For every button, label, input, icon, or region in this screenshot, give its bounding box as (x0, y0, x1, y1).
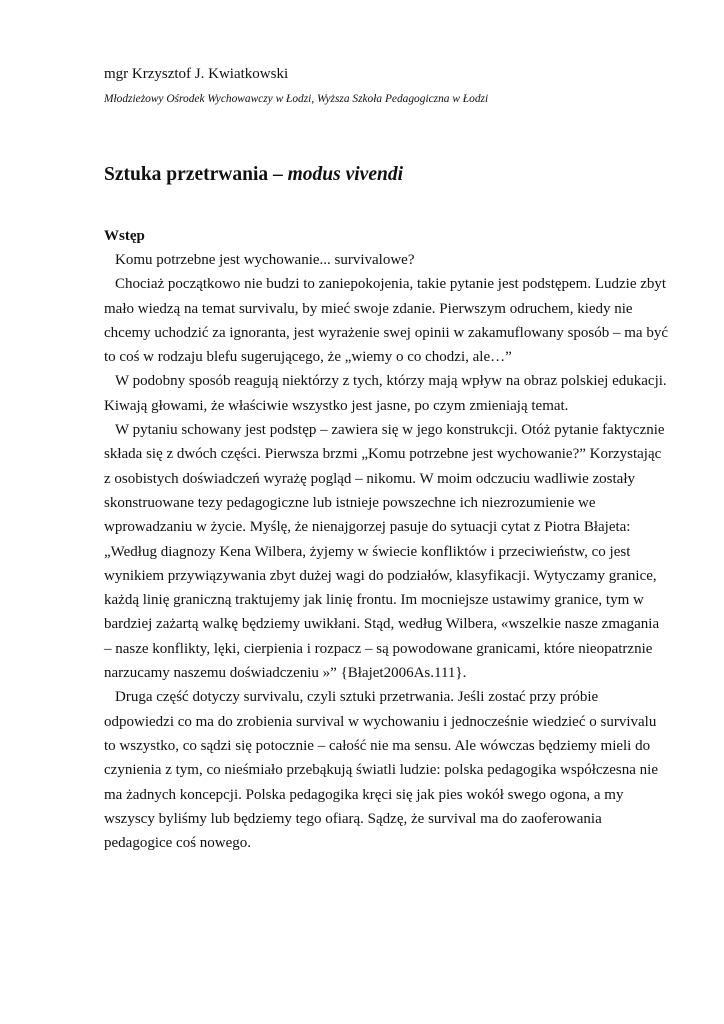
body-text (104, 248, 668, 855)
paragraph (104, 272, 668, 369)
title-italic: modus vivendi (287, 164, 403, 185)
paragraph (104, 369, 667, 418)
author-affiliation: Młodzieżowy Ośrodek Wychowawczy w Łodzi, Wyższa Szkoła Pedagogiczna w Łodzi (104, 93, 489, 105)
paragraph-line: to coś w rodzaju blefu sugerującego, że „wiemy o co chodzi, ale…” (104, 349, 512, 366)
paragraph-line: W podobny sposób reagują niektórzy z tych, którzy mają wpływ na obraz polskiej edukacji. (115, 373, 667, 390)
paragraph-line: każdą linię graniczną traktujemy jak linię frontu. Im mocniejsze ustawimy granice, tym w (104, 592, 644, 609)
paragraph-line: wprowadzaniu w życie. Myślę, że nienajgorzej pasuje do sytuacji cytat z Piotra Błajeta: (104, 519, 631, 536)
document-page (104, 62, 668, 855)
paragraph-line: czynienia z tym, co nieśmiało przebąkują światli ludzie: polska pedagogika współczesna nie (104, 762, 658, 779)
paragraph-line: Druga część dotyczy survivalu, czyli sztuki przetrwania. Jeśli zostać przy próbie (115, 689, 599, 706)
paragraph-line: „Według diagnozy Kena Wilbera, żyjemy w świecie konfliktów i przeciwieństw, co jest (104, 543, 631, 560)
paragraph-line: odpowiedzi co ma do zrobienia survival w wychowaniu i jednocześnie wiedzieć o survivalu (104, 713, 657, 730)
paragraph-line: Kiwają głowami, że właściwie wszystko jest jasne, po czym zmieniają temat. (104, 397, 569, 414)
title-main: Sztuka przetrwania – (104, 164, 288, 185)
paragraph-line: W pytaniu schowany jest podstęp – zawiera się w jego konstrukcji. Otóż pytanie faktycznie (115, 422, 665, 439)
paragraph-line: składa się z dwóch części. Pierwsza brzmi „Komu potrzebne jest wychowanie?” Korzystając (104, 446, 662, 463)
paragraph (104, 685, 656, 855)
paragraph-line: chcemy uchodzić za ignoranta, jest wyrażenie swej opinii w zakamuflowany sposób – ma być (104, 324, 668, 341)
paragraph-line: – nasze konflikty, lęki, cierpienia i rozpacz – są powodowane granicami, które nieopatrznie (104, 640, 653, 657)
paragraph-line: Chociaż początkowo nie budzi to zaniepokojenia, takie pytanie jest podstępem. Ludzie zbyt (115, 276, 667, 293)
document-title (104, 160, 656, 190)
paragraph (104, 248, 656, 272)
paragraph-line: z osobistych doświadczeń wyrażę pogląd – nikomu. W moim odczuciu wadliwie zostały (104, 470, 635, 487)
section-heading: Wstęp (104, 228, 145, 244)
paragraph-line: wszyscy byliśmy lub będziemy tego ofiarą. Sądzę, że survival ma do zaoferowania (104, 810, 602, 827)
paragraph (104, 418, 665, 685)
paragraph-line: bardziej zażartą walkę będziemy uwikłani. Stąd, według Wilbera, «wszelkie nasze zmagania (104, 616, 660, 633)
paragraph-line: ma żadnych koncepcji. Polska pedagogika kręci się jak pies wokół swego ogona, a my (104, 786, 624, 803)
paragraph-line: to wszystko, co sądzi się potocznie – całość nie ma sensu. Ale wówczas będziemy mieli do (104, 737, 651, 754)
paragraph-line: wynikiem przywiązywania zbyt dużej wagi do podziałów, klasyfikacji. Wytyczamy granice, (104, 567, 657, 584)
paragraph-line: narzucamy naszemu doświadczeniu »” {Błajet2006As.111}. (104, 665, 467, 682)
author-name: mgr Krzysztof J. Kwiatkowski (104, 66, 289, 82)
paragraph-line: mało wiedzą na temat survivalu, by mieć swoje zdanie. Pierwszym odruchem, kiedy nie (104, 300, 633, 317)
paragraph-line: pedagogice coś nowego. (104, 835, 252, 852)
paragraph-line: skonstruowane tezy pedagogiczne lub istnieje powszechne ich niezrozumienie we (104, 494, 596, 511)
paragraph-line: Komu potrzebne jest wychowanie... survivalowe? (115, 252, 415, 268)
